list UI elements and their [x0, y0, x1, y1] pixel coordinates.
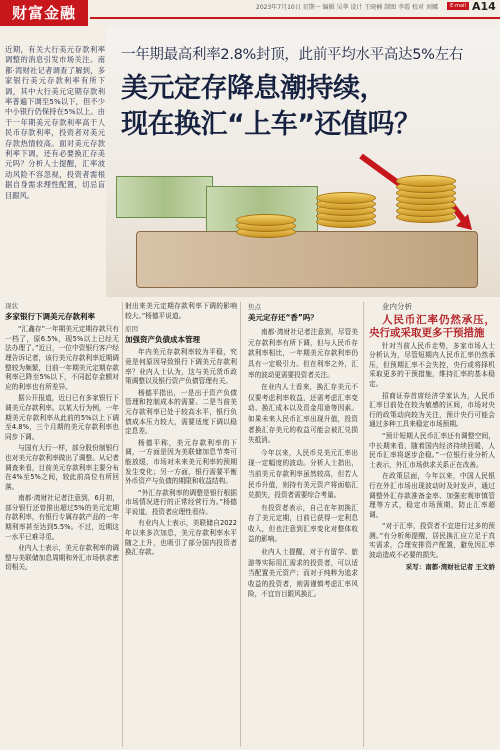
col2-para: 年内美元存款利率较为平稳，究竟是何原因导致银行下调美元存款利率？业内人士认为，这与美元货币政策调整以及银行资产负债管理有关。	[125, 348, 237, 386]
page-number: A14	[472, 0, 496, 13]
column-divider	[240, 302, 241, 747]
email-badge: E-mail	[447, 2, 469, 10]
col3-para: 有投资者表示，自己在年初换汇存了美元定期，目前已获得一定利息收入，但也注意到汇率变化对整体收益的影响。	[248, 503, 358, 544]
col1-title: 多家银行下调美元存款利率	[5, 311, 95, 321]
col4-para: “预计短期人民币汇率还有调整空间，中长期来看，随着国内经济持续回暖，人民币汇率将逐步企稳。”一位银行业分析人士表示，外汇市场供求关系正在改善。	[369, 431, 495, 469]
section-logo: 财富金融	[0, 0, 88, 26]
headline-figure	[106, 26, 500, 297]
col1-kicker: 现状	[5, 302, 18, 310]
col2-para: 杨德平称，美元存款利率的下调，一方面是因为美联储加息节奏可能放缓，市场对未来美元利率的预期发生变化；另一方面，银行需要平衡外币资产与负债的期限和收益结构。	[125, 438, 237, 486]
col4-para: 在政策层面，今年以来，中国人民银行在外汇市场出现波动时及时发声，通过调整外汇存款准备金率、加强宏观审慎管理等方式，稳定市场预期，防止汇率超调。	[369, 472, 495, 519]
col3-kicker: 焦点	[248, 303, 261, 311]
col4-kicker: 业内分析	[382, 302, 412, 311]
col4-para: “对于汇率，投资者不宜进行过多的预测。”有分析师提醒，居民换汇应立足于真实需求，合理安排资产配置，避免因汇率波动造成不必要的损失。	[369, 522, 495, 560]
col1-para: 南都·湾财社记者注意到，6月初，部分银行还曾推出超过5%的美元定期存款利率，有银行专属存款产品的一年期利率甚至达到5.5%。不过，近期这一水平已难寻觅。	[5, 494, 119, 541]
col4-title: 人民币汇率仍然承压，央行或采取更多干预措施	[369, 313, 495, 339]
col2-para: 杨德平指出，一是出于资产负债管理和控制成本的需要。二是当前美元存款利率已处于较高水平，银行负债成本压力较大，需要适度下调以稳定息差。	[125, 388, 237, 436]
banknote-fan	[136, 231, 478, 288]
col2-para: 有业内人士表示，美联储自2022年以来多次加息，美元存款利率水平随之上升，也吸引了部分国内投资者换汇存款。	[125, 519, 237, 557]
col3-para: 在业内人士看来，换汇存美元不仅要考虑利率收益，还需考虑汇率变动、换汇成本以及资金用途等因素。如果未来人民币汇率出现升值，投资者换汇存美元的收益可能会被汇兑损失抵消。	[248, 383, 358, 445]
col3-para: 今年以来，人民币兑美元汇率出现一定幅度的波动。分析人士指出，当前美元存款利率虽然较高，但若人民币升值，则持有美元资产将面临汇兑损失，投资者需要综合考量。	[248, 448, 358, 500]
column-1	[5, 302, 119, 747]
col2-para: “外汇存款利率的调整是银行根据市场情况进行的正常经营行为。”杨德平说道，投资者应理性看待。	[125, 488, 237, 516]
column-4	[369, 302, 495, 747]
col1-para: “汇鑫存”一年期美元定期存款只有一档了，原6.5%，现5%以上已经无法办理了。”近日，一位中资银行客户经理告诉记者，该行美元存款利率近期调整较为频繁，目前一年期美元定期存款利率已降至5%以下，不同起存金额对应的利率也有所差异。	[5, 325, 119, 391]
col2-lead: 射出来美元定期存款利率下调的影响较大。”杨德平说道。	[125, 302, 237, 320]
headline-line-2: 现在换汇“上车”还值吗？	[121, 109, 421, 140]
col3-para: 南都·湾财社记者注意到，尽管美元存款利率有所下调，但与人民币存款利率相比，一年期美元存款利率仍具有一定吸引力。但在利率之外，汇率的波动更需要投资者关注。	[248, 328, 358, 379]
column-divider	[122, 302, 123, 747]
column-divider	[363, 302, 364, 747]
col1-para: 据公开报道，近日已有多家银行下调美元存款利率。以某大行为例，一年期美元存款利率从此前的5%以上下调至4.8%，三个月期的美元存款利率也同步下调。	[5, 394, 119, 441]
col1-para: 业内人士表示，美元存款利率的调整与美联储加息周期和外汇市场供求密切相关。	[5, 544, 119, 572]
col3-para: 业内人士提醒，对于有留学、旅游等实际用汇需求的投资者，可以适当配置美元资产；而对于纯粹为追求收益的投资者，则需谨慎考虑汇率风险，不宜盲目跟风换汇。	[248, 548, 358, 599]
column-3	[248, 302, 358, 747]
masthead	[0, 0, 500, 26]
col2-title: 加强资产负债成本管理	[125, 334, 200, 344]
col2-kicker: 原因	[125, 325, 138, 334]
subheadline: 一年期最高利率2.8%封顶，此前平均水平高达5%左右	[121, 47, 464, 63]
column-2	[125, 302, 237, 747]
byline: 采写：南都·湾财社记者 王文娇	[405, 562, 495, 571]
masthead-rule	[90, 17, 500, 19]
col1-para: 与国有大行一样，部分股份制银行也对美元存款利率做出了调整。从记者调查来看，目前美元存款利率主要分布在4%至5%之间，较此前高位有所回落。	[5, 444, 119, 491]
headline-line-1: 美元定存降息潮持续，	[121, 73, 386, 104]
intro-text: 近期，有关大行美元存款利率调整的消息引发市场关注。南都·湾财社记者调查了解到，多家银行美元存款利率有所下调，其中大行美元定期存款利率普遍下调至5%以下，但不少中小银行仍保持在5%以上。由于一年期美元存款利率高于人民币存款利率，投资者对美元存款热情较高。面对美元存款利率下调，还有必要换汇存美元吗？分析人士提醒，汇率波动风险不容忽视，投资者需根据自身需求理性配置，切忌盲目跟风。	[5, 45, 105, 200]
intro-summary	[5, 45, 105, 201]
issue-meta: 2023年7月10日 星期一 编辑 吴华 设计 王晓楠 制图 李霞 校对 刘娜	[256, 4, 438, 11]
col4-para: 针对当前人民币走势，多家市场人士分析认为，尽管短期内人民币汇率仍然承压，但预期汇率不会失控，央行或将择机采取更多的干预措施，维持汇率的基本稳定。	[369, 341, 495, 388]
banknote-stack-1	[116, 176, 213, 218]
col4-para: 招商证券首席经济学家认为，人民币汇率目前处在较为敏感的区间，市场对央行的政策动向较为关注，预计央行可能会通过多种工具来稳定市场预期。	[369, 391, 495, 429]
col3-title: 美元定存还“香”吗？	[248, 312, 318, 322]
